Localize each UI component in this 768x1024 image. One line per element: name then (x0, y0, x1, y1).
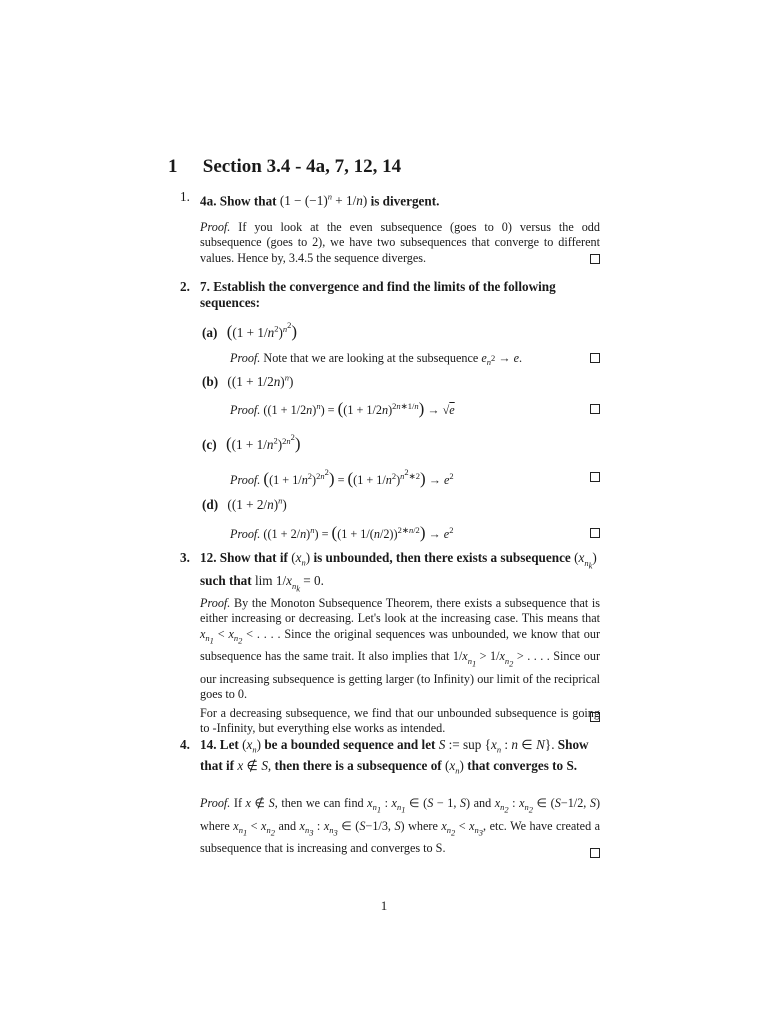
qed-box (590, 712, 600, 722)
problem-label: 4a. Show that (200, 193, 277, 209)
problem-label: 14. Let (200, 737, 239, 752)
part-a-proof (230, 351, 522, 367)
proof-text-a: If (233, 796, 243, 810)
formula: $(1 - (-1)^n + 1/n)$ (279, 192, 368, 209)
part-a (202, 320, 297, 342)
proof-label: Proof. (200, 796, 231, 810)
problem-tail: is divergent. (370, 193, 440, 209)
part-label: (b) (202, 374, 219, 390)
problem-1 (180, 189, 600, 209)
formula: $x_{n_2} < x_{n_3}$, (441, 818, 487, 838)
section-number: 1 (168, 156, 178, 177)
proof-label: Proof. (200, 596, 231, 610)
proof-text-e: and (278, 818, 297, 833)
problem-3 (180, 550, 600, 597)
problem-statement (200, 550, 600, 597)
part-label: (c) (202, 437, 217, 453)
problem-text-b: Show that if (200, 737, 589, 773)
formula: $(x_{n_k})$ (574, 550, 597, 571)
proof-label: Proof. (200, 220, 231, 234)
formula: $((1 + 2/n)^n)$ (227, 496, 287, 513)
part-label: (a) (202, 325, 218, 341)
formula: $x_{n_1}$ : $x_{n_1}$ ∈ (S − 1, S) (367, 796, 471, 816)
formula: $x_{n_1} < x_{n_2}$ < . . . . (200, 626, 281, 646)
problem-label: 12. Show that if (200, 550, 288, 565)
proof-label: Proof. (230, 472, 261, 487)
problem-statement: 7. Establish the convergence and find the limits of the following sequences: (200, 279, 556, 310)
formula: $(x_n)$ (291, 550, 311, 568)
proof-text: If you look at the even subsequence (goes to 0) versus the odd subsequence (goes to 2), we have two subsequences that converge to different values. Hence by, 3.4.5 the sequence diverges. (200, 220, 600, 265)
problem-text-a: be a bounded sequence and let (264, 737, 436, 752)
proof-label: Proof. (230, 403, 261, 417)
part-d-proof (230, 523, 453, 543)
problem-number: 2. (180, 279, 190, 294)
proof-text-c: and (473, 796, 492, 810)
formula: $x_{n_1} < x_{n_2}$ (233, 818, 275, 838)
formula: S := sup {$x_n$ : n ∈ N}. (438, 737, 555, 755)
problem-number: 1. (180, 189, 190, 204)
problem-mid: is unbounded, then there exists a subsequence (313, 550, 571, 565)
part-b (202, 373, 293, 390)
formula: $x_{n_3}$ : $x_{n_3}$ ∈ (S−1/3, S) (299, 818, 405, 838)
part-b-proof (230, 399, 455, 419)
formula: $((1 + 1/n^2)^{n^2})$ (226, 320, 298, 342)
formula: $((1 + 1/2n)^n) = ((1 + 1/2n)^{2n∗1/n}) \to √e$ (263, 399, 455, 418)
proof-label: Proof. (230, 527, 261, 541)
formula: $((1 + 1/n^2)^{2n^2})$ (225, 432, 301, 454)
part-label: (d) (202, 497, 219, 513)
formula: $e_{n^2} \to e$. (481, 351, 523, 368)
formula: $x_{n_2}$ : $x_{n_2}$ ∈ (S−1/2, S) (494, 796, 601, 816)
problem-statement (200, 189, 600, 209)
proof-text-f: where (408, 818, 438, 833)
formula: $1/x_{n_1} > 1/x_{n_2}$ > . . . . (452, 649, 550, 669)
problem-4 (180, 737, 600, 778)
qed-box (590, 472, 600, 482)
part-c-proof (230, 467, 454, 489)
proof-1 (200, 220, 600, 266)
problem-2 (180, 279, 600, 311)
problem-text-d: that converges to S. (467, 757, 578, 773)
problem-tail: such that (200, 573, 252, 589)
part-d (202, 496, 287, 513)
proof-label: Proof. (230, 351, 261, 365)
formula: $((1 + 1/2n)^n)$ (227, 373, 294, 390)
proof-3 (200, 596, 600, 737)
problem-number: 4. (180, 737, 190, 752)
problem-number: 3. (180, 550, 190, 565)
formula: $((1 + 2/n)^n) = ((1 + 1/(n/2))^{2∗n/2}) \to e^2$ (263, 523, 454, 542)
formula: $(x_n)$ (242, 737, 262, 755)
page-number: 1 (380, 898, 388, 913)
proof-text-b: Since the original sequences was unbounded, we know that our subsequence has the same trait. It also implies that (200, 626, 600, 664)
formula: x ∉ S, (237, 757, 272, 773)
proof-text: Note that we are looking at the subsequence (263, 351, 479, 365)
formula: x ∉ S, (245, 796, 278, 810)
proof-4 (200, 796, 600, 856)
qed-box (590, 353, 600, 363)
formula: $((1 + 1/n^2)^{2n^2}) = ((1 + 1/n^2)^{n^2∗2}) \to e^2$ (263, 467, 454, 488)
problem-statement (200, 737, 600, 778)
proof-text-d: For a decreasing subsequence, we find that our unbounded subsequence is going to -Infinity, but everything else works as intended. (200, 705, 600, 736)
proof-text-b: then we can find (281, 796, 364, 810)
proof-text-d: where (200, 818, 230, 833)
qed-box (590, 528, 600, 538)
section-heading (168, 156, 401, 178)
formula: $(x_n)$ (444, 757, 464, 776)
qed-box (590, 254, 600, 264)
proof-text-g: etc. We have created a subsequence that is increasing and converges to S. (200, 818, 601, 856)
section-title: Section 3.4 - 4a, 7, 12, 14 (202, 156, 402, 177)
formula: $\lim 1/x_{n_k} = 0$. (254, 573, 324, 594)
part-c (202, 432, 301, 454)
proof-text-a: By the Monoton Subsequence Theorem, there exists a subsequence that is either increasing or decreasing. Let's look at the increasing case. This means that (200, 596, 600, 626)
qed-box (590, 404, 600, 414)
problem-text-c: then there is a subsequence of (274, 757, 442, 773)
proof-text-c: Since our our increasing subsequence is getting larger (to Infinity) our limit of the reciprical goes to 0. (200, 649, 601, 702)
qed-box (590, 848, 600, 858)
